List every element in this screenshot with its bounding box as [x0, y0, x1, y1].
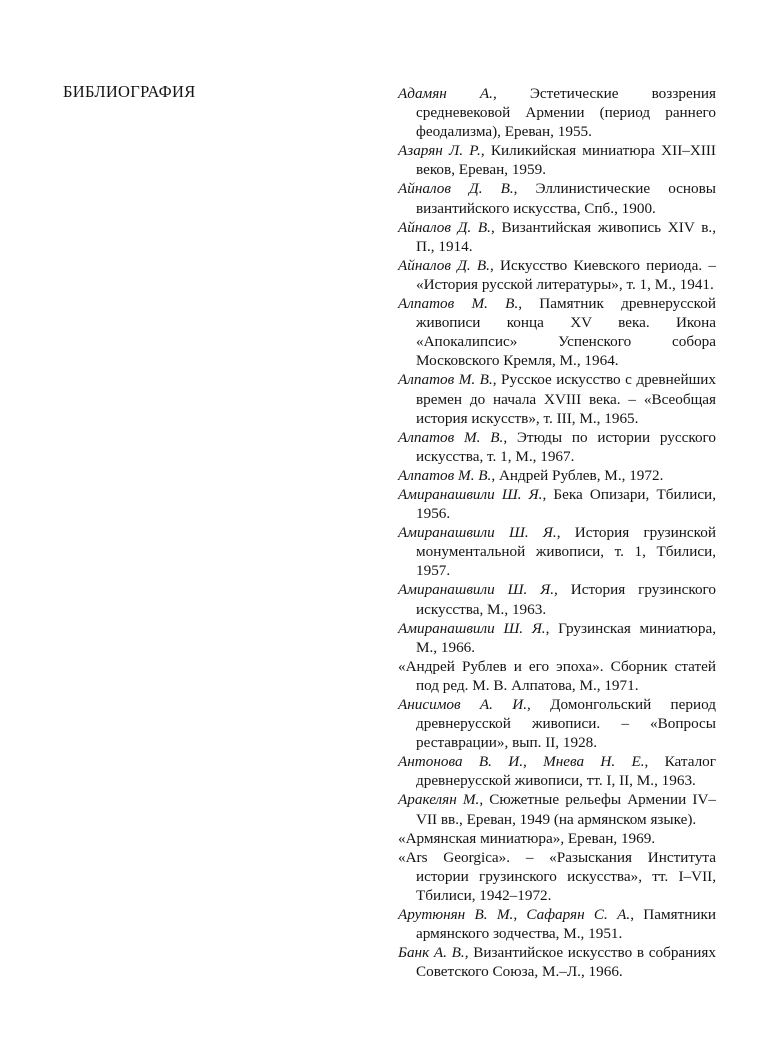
- entry-text: «Армянская миниатюра», Ереван, 1969.: [398, 829, 656, 847]
- bibliography-entry: [398, 752, 716, 790]
- entry-author: Аракелян М.: [398, 791, 480, 809]
- bibliography-entry: [398, 619, 716, 657]
- entry-text: , Эллинистические основы византийского искусства, Спб., 1900.: [416, 180, 716, 217]
- bibliography-entry: [398, 829, 716, 848]
- bibliography-entry: [398, 428, 716, 466]
- entry-author: Амиранашвили Ш. Я.: [398, 485, 543, 503]
- bibliography-entry: [398, 179, 716, 217]
- entry-author: Алпатов М. В.: [398, 428, 504, 446]
- page-heading: БИБЛИОГРАФИЯ: [63, 82, 196, 101]
- bibliography-entry: [398, 905, 716, 943]
- entry-author: Айналов Д. В.: [398, 218, 491, 236]
- bibliography-entry: [398, 943, 716, 981]
- bibliography-entry: [398, 485, 716, 523]
- entry-author: Амиранашвили Ш. Я.: [398, 581, 555, 599]
- entry-author: Амиранашвили Ш. Я.: [398, 524, 557, 542]
- bibliography-entry: [398, 657, 716, 695]
- entry-text: , Грузинская миниатюра, М., 1966.: [416, 619, 716, 656]
- entry-author: Адамян А.: [398, 85, 493, 102]
- entry-text: , Этюды по истории русского искусства, т. 1, М., 1967.: [416, 428, 716, 465]
- entry-author: Амиранашвили Ш. Я.: [398, 619, 546, 637]
- bibliography-entry: [398, 218, 716, 256]
- bibliography-entry: [398, 695, 716, 752]
- entry-author: Алпатов М. В.: [398, 371, 493, 389]
- bibliography-list: [398, 84, 716, 981]
- entry-author: Азарян Л. Р.: [398, 142, 481, 160]
- entry-text: , Каталог древнерусской живописи, тт. I, II, М., 1963.: [416, 753, 716, 790]
- entry-author: Алпатов М. В.: [398, 295, 519, 313]
- entry-text: , Домонгольский период древнерусской живописи. – «Вопросы реставрации», вып. II, 1928.: [416, 696, 716, 752]
- entry-author: Антонова В. И., Мнева Н. Е.: [398, 753, 645, 771]
- entry-text: , Русское искусство с древнейших времен до начала XVIII века. – «Всеобщая история искусств», т. III, М., 1965.: [416, 371, 716, 427]
- entry-text: «Ars Georgica». – «Разыскания Института истории грузинского искусства», тт. I–VII, Тбилиси, 1942–1972.: [398, 848, 716, 904]
- entry-text: , Эстетические воззрения средневековой Армении (период раннего феодализма), Ереван, 1955.: [416, 85, 716, 141]
- bibliography-entry: [398, 294, 716, 370]
- entry-text: , Киликийская миниатюра XII–XIII веков, Ереван, 1959.: [416, 142, 716, 179]
- entry-text: , История грузинской монументальной живописи, т. 1, Тбилиси, 1957.: [416, 524, 716, 580]
- entry-text: , Византийская живопись XIV в., П., 1914.: [416, 218, 716, 255]
- bibliography-entry: [398, 141, 716, 179]
- entry-author: Айналов Д. В.: [398, 256, 490, 274]
- bibliography-entry: [398, 523, 716, 580]
- entry-author: Банк А. В.: [398, 944, 465, 962]
- entry-text: , Бека Опизари, Тбилиси, 1956.: [416, 485, 716, 523]
- entry-text: , История грузинского искусства, М., 1963.: [416, 581, 716, 618]
- entry-text: , Искусство Киевского периода. – «История русской литературы», т. 1, М., 1941.: [416, 256, 716, 293]
- entry-text: , Андрей Рублев, М., 1972.: [491, 466, 664, 484]
- bibliography-entry: [398, 580, 716, 618]
- entry-text: , Византийское искусство в собраниях Советского Союза, М.–Л., 1966.: [416, 944, 716, 981]
- entry-author: Арутюнян В. М., Сафарян С. А.: [398, 906, 631, 924]
- bibliography-entry: [398, 84, 716, 141]
- bibliography-entry: [398, 256, 716, 294]
- entry-author: Алпатов М. В.: [398, 466, 492, 484]
- bibliography-entry: [398, 790, 716, 828]
- entry-author: Анисимов А. И.: [398, 696, 528, 713]
- bibliography-entry: [398, 370, 716, 427]
- bibliography-entry: [398, 466, 716, 485]
- entry-text: , Памятник древнерусской живописи конца XV века. Икона «Апокалипсис» Успенского собора Московского Кремля, М., 1964.: [416, 295, 716, 370]
- entry-text: , Сюжетные рельефы Армении IV–VII вв., Ереван, 1949 (на армянском языке).: [416, 791, 717, 828]
- bibliography-entry: [398, 848, 716, 905]
- entry-author: Айналов Д. В.: [398, 180, 514, 198]
- entry-text: «Андрей Рублев и его эпоха». Сборник статей под ред. М. В. Алпатова, М., 1971.: [398, 657, 716, 694]
- entry-text: , Памятники армянского зодчества, М., 1951.: [416, 906, 716, 943]
